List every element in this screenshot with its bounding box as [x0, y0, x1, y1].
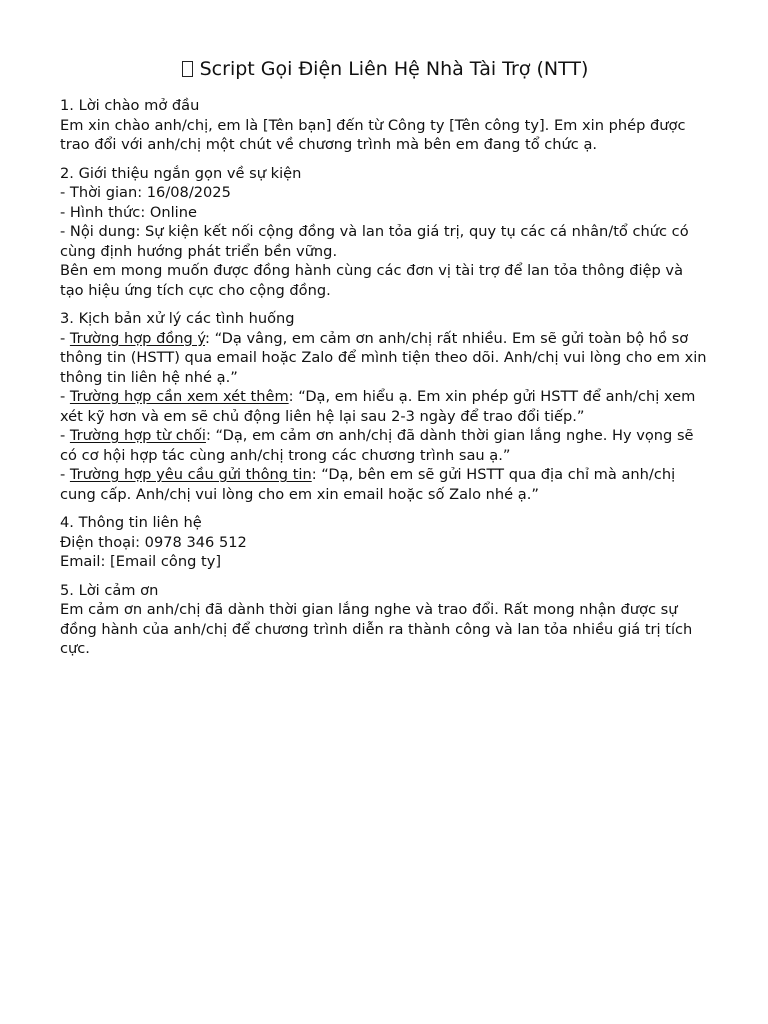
section-heading: 4. Thông tin liên hệ — [60, 514, 202, 531]
section-heading: 2. Giới thiệu ngắn gọn về sự kiện — [60, 164, 302, 182]
scenario-consider — [60, 387, 710, 426]
missing-glyph-icon — [182, 61, 193, 77]
scenario-label: Trường hợp từ chối — [69, 427, 206, 444]
event-format: - Hình thức: Online — [60, 203, 197, 221]
scenario-agree — [60, 329, 710, 388]
document-title-text: Script Gọi Điện Liên Hệ Nhà Tài Trợ (NTT) — [199, 58, 589, 80]
paragraph: Em xin chào anh/chị, em là [Tên bạn] đến từ Công ty [Tên công ty]. Em xin phép được trao đổi với anh/chị một chút về chương trình mà bên em đang tổ chức ạ. — [60, 116, 686, 153]
scenario-dash: - — [60, 388, 70, 405]
section-heading: 5. Lời cảm ơn — [60, 581, 159, 599]
scenario-label: Trường hợp đồng ý — [69, 329, 206, 347]
event-time: - Thời gian: 16/08/2025 — [60, 184, 231, 201]
event-content: - Nội dung: Sự kiện kết nối cộng đồng và lan tỏa giá trị, quy tụ các cá nhân/tổ chức có cùng định hướng phát triển bền vững. — [60, 223, 689, 260]
scenario-dash: - — [60, 466, 70, 483]
scenario-request-info — [60, 465, 710, 504]
paragraph: Em cảm ơn anh/chị đã dành thời gian lắng nghe và trao đổi. Rất mong nhận được sự đồng hành của anh/chị để chương trình diễn ra thành công và lan tỏa nhiều giá trị tích cực. — [60, 601, 693, 657]
section-thanks — [60, 581, 710, 659]
section-heading: 1. Lời chào mở đầu — [60, 97, 200, 114]
document-title — [60, 56, 710, 82]
scenario-text: : “Dạ, em cảm ơn anh/chị đã dành thời gian lắng nghe. Hy vọng sẽ có cơ hội hợp tác cùng anh/chị trong các chương trình sau ạ.” — [60, 427, 694, 464]
section-greeting — [60, 96, 710, 155]
scenario-text: : “Dạ, bên em sẽ gửi HSTT qua địa chỉ mà anh/chị cung cấp. Anh/chị vui lòng cho em xin email hoặc số Zalo nhé ạ.” — [60, 466, 676, 503]
scenario-text: : “Dạ vâng, em cảm ơn anh/chị rất nhiều. Em sẽ gửi toàn bộ hồ sơ thông tin (HSTT) qua email hoặc Zalo để mình tiện theo dõi. Anh/chị vui lòng cho em xin thông tin liên hệ nhé ạ.” — [60, 329, 707, 386]
scenario-decline — [60, 426, 710, 465]
scenario-text: : “Dạ, em hiểu ạ. Em xin phép gửi HSTT để anh/chị xem xét kỹ hơn và em sẽ chủ động liên hệ lại sau 2-3 ngày để trao đổi tiếp.” — [60, 388, 696, 425]
section-contact — [60, 513, 710, 572]
scenario-label: Trường hợp cần xem xét thêm — [69, 388, 289, 405]
section-heading: 3. Kịch bản xử lý các tình huống — [60, 310, 295, 327]
contact-email: Email: [Email công ty] — [60, 553, 222, 570]
scenario-label: Trường hợp yêu cầu gửi thông tin — [69, 466, 312, 483]
contact-phone: Điện thoại: 0978 346 512 — [60, 533, 247, 551]
scenario-dash: - — [60, 329, 70, 347]
scenario-dash: - — [60, 427, 70, 444]
section-event-intro — [60, 164, 710, 301]
section-scenarios — [60, 309, 710, 504]
paragraph: Bên em mong muốn được đồng hành cùng các đơn vị tài trợ để lan tỏa thông điệp và tạo hiệu ứng tích cực cho cộng đồng. — [60, 262, 684, 299]
